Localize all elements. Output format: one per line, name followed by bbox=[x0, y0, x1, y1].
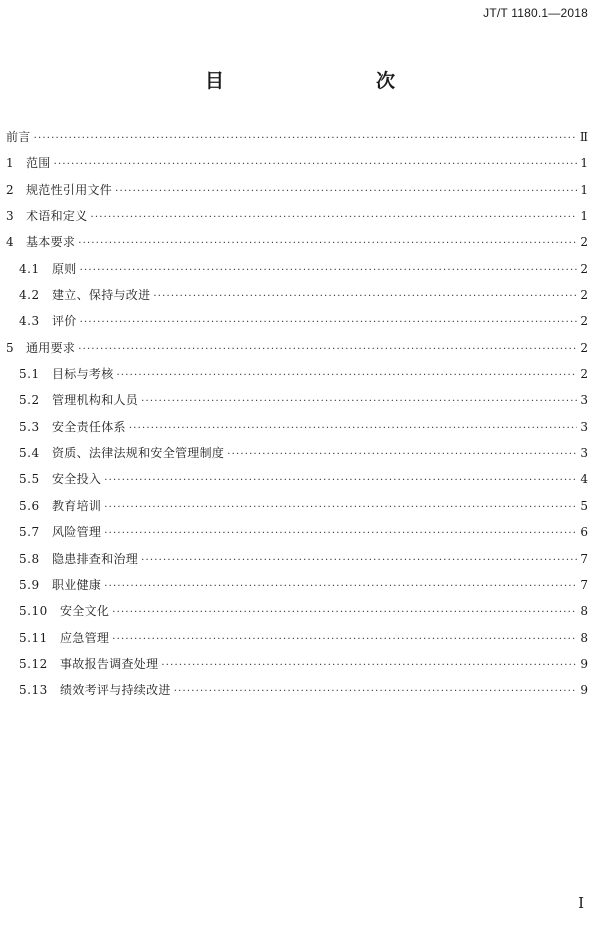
toc-entry-number: 5.10 bbox=[19, 604, 48, 619]
toc-entry[interactable] bbox=[6, 387, 588, 413]
toc-entry[interactable] bbox=[6, 150, 588, 176]
toc-entry[interactable] bbox=[6, 493, 588, 519]
dot-leader bbox=[78, 231, 577, 257]
toc-entry[interactable] bbox=[6, 308, 588, 334]
toc-entry-page: 1 bbox=[580, 156, 588, 171]
toc-entry-label: 前言 bbox=[6, 130, 31, 144]
toc-entry-label: 教育培训 bbox=[52, 498, 102, 513]
toc-entry[interactable] bbox=[6, 414, 588, 440]
toc-entry-number: 4.2 bbox=[19, 288, 40, 303]
toc-entry-number: 5.3 bbox=[19, 419, 40, 434]
toc-entry-label: 隐患排查和治理 bbox=[52, 551, 139, 566]
toc-entry-label: 绩效考评与持续改进 bbox=[60, 683, 171, 698]
toc-entry-page: 2 bbox=[580, 314, 588, 329]
page-number: I bbox=[578, 894, 584, 912]
toc-entry-number: 4.3 bbox=[19, 314, 40, 329]
toc-entry-label: 术语和定义 bbox=[26, 209, 88, 224]
dot-leader bbox=[161, 653, 577, 679]
dot-leader bbox=[104, 468, 577, 494]
dot-leader bbox=[117, 363, 577, 389]
toc-entry-number: 5.12 bbox=[19, 656, 48, 671]
toc-entry-number: 5.1 bbox=[19, 367, 40, 382]
toc-entry-label: 范围 bbox=[26, 156, 51, 171]
toc-entry-number: 1 bbox=[6, 156, 15, 171]
dot-leader bbox=[54, 152, 577, 178]
toc-entry-number: 5.7 bbox=[19, 525, 40, 540]
toc-entry[interactable] bbox=[6, 256, 588, 282]
toc-entry-page: Ⅱ bbox=[579, 130, 588, 144]
dot-leader bbox=[141, 389, 577, 415]
toc-entry-label: 基本要求 bbox=[26, 235, 76, 250]
dot-leader bbox=[104, 495, 577, 521]
toc-entry[interactable] bbox=[6, 335, 588, 361]
toc-entry-number: 5.5 bbox=[19, 472, 40, 487]
toc-entry-page: 8 bbox=[580, 604, 588, 619]
toc-entry-page: 3 bbox=[580, 446, 588, 461]
toc-entry-page: 3 bbox=[580, 393, 588, 408]
toc-entry-page: 2 bbox=[580, 340, 588, 355]
toc-entry-page: 7 bbox=[580, 551, 588, 566]
toc-entry-page: 5 bbox=[580, 498, 588, 513]
toc-entry-number: 5.8 bbox=[19, 551, 40, 566]
dot-leader bbox=[129, 416, 577, 442]
toc-entry-number: 5.11 bbox=[19, 630, 48, 645]
toc-entry-label: 安全文化 bbox=[60, 604, 110, 619]
toc-entry-page: 9 bbox=[580, 656, 588, 671]
dot-leader bbox=[104, 521, 577, 547]
toc-entry-page: 2 bbox=[580, 288, 588, 303]
toc-entry-label: 风险管理 bbox=[52, 525, 102, 540]
toc-entry-page: 8 bbox=[580, 630, 588, 645]
toc-entry-label: 安全责任体系 bbox=[52, 419, 126, 434]
toc-entry-number: 5 bbox=[6, 340, 15, 355]
toc-entry[interactable] bbox=[6, 440, 588, 466]
toc-entry[interactable] bbox=[6, 466, 588, 492]
toc-entry-page: 2 bbox=[580, 261, 588, 276]
toc-entry-label: 原则 bbox=[52, 261, 77, 276]
dot-leader bbox=[112, 600, 577, 626]
dot-leader bbox=[91, 205, 577, 231]
toc-entry[interactable] bbox=[6, 282, 588, 308]
dot-leader bbox=[153, 284, 577, 310]
dot-leader bbox=[141, 548, 577, 574]
toc-entry[interactable] bbox=[6, 546, 588, 572]
toc-entry-page: 3 bbox=[580, 419, 588, 434]
toc-entry[interactable] bbox=[6, 361, 588, 387]
toc-entry[interactable] bbox=[6, 203, 588, 229]
toc-entry-number: 4 bbox=[6, 235, 15, 250]
toc-entry-page: 6 bbox=[580, 525, 588, 540]
toc-entry-label: 事故报告调查处理 bbox=[60, 656, 159, 671]
toc-entry-number: 2 bbox=[6, 182, 15, 197]
toc-entry[interactable] bbox=[6, 598, 588, 624]
toc-entry-label: 安全投入 bbox=[52, 472, 102, 487]
page-title: 目 次 bbox=[204, 70, 433, 92]
toc-entry[interactable] bbox=[6, 625, 588, 651]
toc-entry-number: 5.13 bbox=[19, 683, 48, 698]
toc-entry[interactable] bbox=[6, 677, 588, 703]
toc-entry-number: 5.4 bbox=[19, 446, 40, 461]
toc-entry-label: 规范性引用文件 bbox=[26, 182, 113, 197]
dot-leader bbox=[80, 258, 577, 284]
toc-entry[interactable] bbox=[6, 572, 588, 598]
toc-entry[interactable] bbox=[6, 124, 588, 150]
dot-leader bbox=[104, 574, 577, 600]
standard-code: JT/T 1180.1—2018 bbox=[483, 6, 588, 20]
toc-entry[interactable] bbox=[6, 519, 588, 545]
toc-entry-page: 2 bbox=[580, 235, 588, 250]
toc-entry[interactable] bbox=[6, 229, 588, 255]
toc-entry-number: 5.6 bbox=[19, 498, 40, 513]
toc-entry-page: 1 bbox=[580, 209, 588, 224]
toc-entry-page: 2 bbox=[580, 367, 588, 382]
dot-leader bbox=[227, 442, 577, 468]
toc-entry-label: 应急管理 bbox=[60, 630, 110, 645]
toc-entry-label: 职业健康 bbox=[52, 577, 102, 592]
toc-entry-label: 评价 bbox=[52, 314, 77, 329]
dot-leader bbox=[80, 310, 577, 336]
toc-entry-number: 5.9 bbox=[19, 577, 40, 592]
toc-entry-number: 3 bbox=[6, 209, 15, 224]
toc-entry-label: 管理机构和人员 bbox=[52, 393, 139, 408]
toc-entry-page: 1 bbox=[580, 182, 588, 197]
table-of-contents bbox=[6, 124, 588, 704]
dot-leader bbox=[115, 179, 577, 205]
toc-entry-number: 5.2 bbox=[19, 393, 40, 408]
dot-leader bbox=[174, 679, 577, 705]
toc-entry[interactable] bbox=[6, 177, 588, 203]
toc-entry[interactable] bbox=[6, 651, 588, 677]
toc-entry-label: 资质、法律法规和安全管理制度 bbox=[52, 446, 225, 461]
toc-entry-page: 7 bbox=[580, 577, 588, 592]
toc-entry-label: 目标与考核 bbox=[52, 367, 114, 382]
toc-entry-number: 4.1 bbox=[19, 261, 40, 276]
dot-leader bbox=[112, 627, 577, 653]
toc-entry-label: 建立、保持与改进 bbox=[52, 288, 151, 303]
toc-entry-page: 9 bbox=[580, 683, 588, 698]
dot-leader bbox=[34, 126, 577, 152]
dot-leader bbox=[78, 337, 577, 363]
toc-entry-page: 4 bbox=[580, 472, 588, 487]
toc-entry-label: 通用要求 bbox=[26, 340, 76, 355]
